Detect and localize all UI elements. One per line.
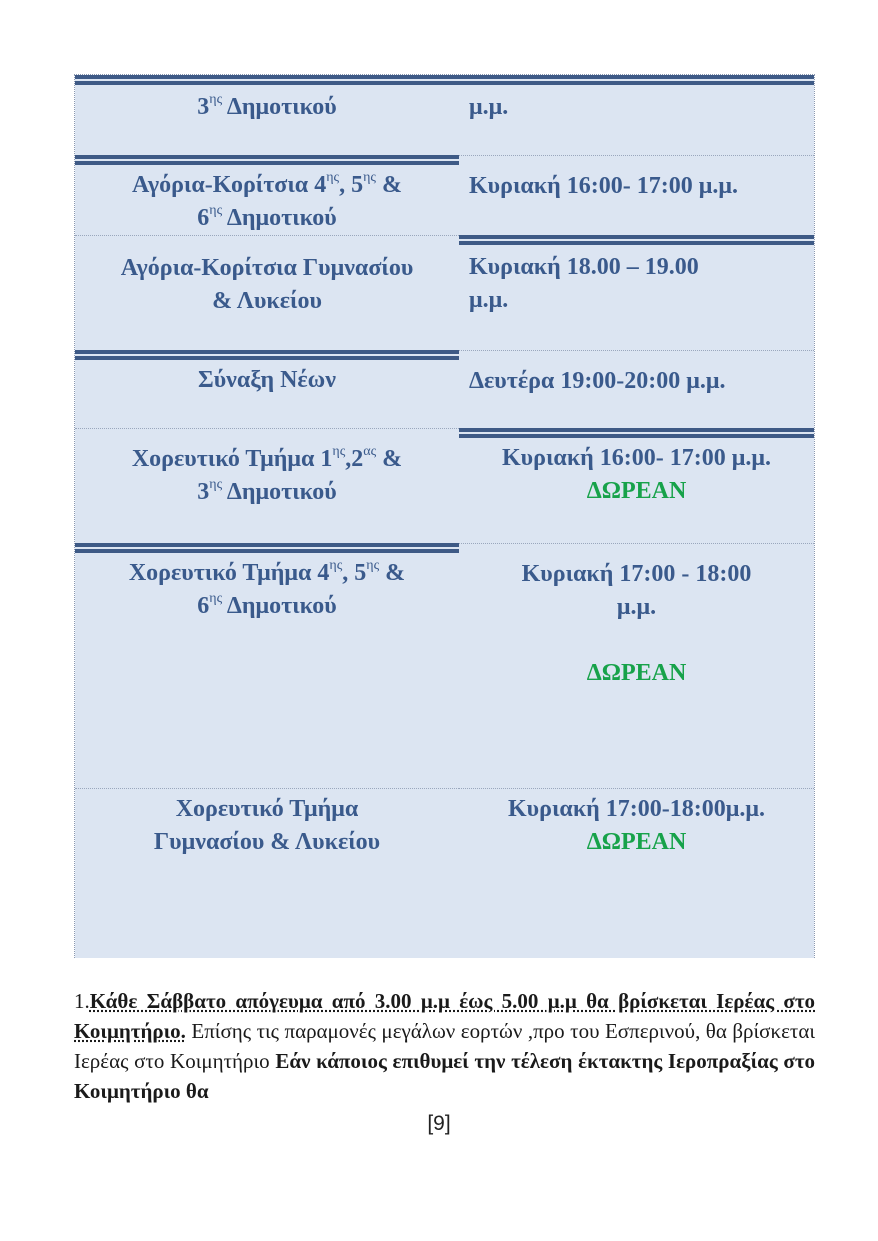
activity-text: 6 — [197, 593, 210, 619]
activity-text: Σύναξη Νέων — [198, 367, 336, 393]
page-number: [9] — [427, 1112, 451, 1135]
activity-cell-7 — [75, 788, 459, 958]
activity-text: Δημοτικού — [222, 205, 337, 231]
activity-cell-2 — [75, 155, 459, 235]
time-cell-7 — [459, 788, 814, 958]
activity-text: Δημοτικού — [222, 593, 337, 619]
ordinal-suffix: ης — [332, 444, 346, 459]
activity-cell-3 — [75, 235, 459, 350]
time-cell-3 — [459, 235, 814, 350]
activity-text: & — [375, 172, 402, 198]
ordinal-suffix: ης — [366, 558, 380, 573]
time-text: μ.μ. — [469, 287, 509, 313]
time-cell-4 — [459, 350, 814, 428]
time-text: Κυριακή 17:00-18:00μ.μ. — [508, 796, 765, 822]
activity-text: , 5 — [342, 560, 367, 586]
ordinal-suffix: ης — [209, 203, 223, 218]
activity-text: Δημοτικού — [222, 479, 337, 505]
cemetery-notice-paragraph — [74, 986, 815, 1106]
activity-cell-4 — [75, 350, 459, 428]
time-text: Κυριακή 17:00 - 18:00 — [521, 561, 752, 587]
activity-cell-5 — [75, 428, 459, 543]
time-text: μ.μ. — [616, 594, 657, 620]
activity-text: & Λυκείου — [212, 288, 322, 314]
notice-text: Επίσης τις παραμονές μεγάλων εορτών ,προ του Εσπερινού, θα βρίσκεται Ιερέας στο Κοιμητήριο — [74, 1019, 815, 1073]
time-text: Κυριακή 16:00- 17:00 μ.μ. — [469, 173, 738, 199]
activity-text: 3 — [197, 479, 210, 505]
time-cell-1 — [459, 75, 814, 155]
activity-text: 6 — [197, 205, 210, 231]
activity-cell-1 — [75, 75, 459, 155]
activity-text: Αγόρια-Κορίτσια Γυμνασίου — [120, 255, 414, 281]
activity-text: ,2 — [345, 446, 364, 472]
paragraph-number: 1. — [74, 989, 90, 1013]
activity-column — [75, 75, 459, 957]
notice-bold: Εάν κάποιος επιθυμεί την τέλεση έκτακτης Ιεροπραξίας στο Κοιμητήριο θα — [74, 1049, 815, 1103]
notice-emphasis: Κάθε Σάββατο απόγευμα από 3.00 μ.μ έως 5.00 μ.μ θα βρίσκεται Ιερέας στο Κοιμητήριο. — [74, 989, 815, 1043]
free-label: ΔΩΡΕΑΝ — [586, 829, 687, 855]
activity-text: Αγόρια-Κορίτσια 4 — [132, 172, 327, 198]
ordinal-suffix: ης — [209, 92, 223, 107]
ordinal-suffix: ας — [363, 444, 377, 459]
schedule-table — [74, 74, 815, 958]
activity-text: Δημοτικού — [222, 94, 337, 120]
free-label: ΔΩΡΕΑΝ — [586, 660, 687, 686]
time-text: Κυριακή 18.00 – 19.00 — [469, 254, 699, 280]
ordinal-suffix: ης — [326, 170, 340, 185]
time-cell-5 — [459, 428, 814, 543]
activity-text: 3 — [197, 94, 210, 120]
activity-text: & — [376, 446, 403, 472]
activity-text: Χορευτικό Τμήμα 4 — [128, 560, 330, 586]
time-text: Δευτέρα 19:00-20:00 μ.μ. — [469, 368, 726, 394]
ordinal-suffix: ης — [329, 558, 343, 573]
activity-text: , 5 — [339, 172, 364, 198]
ordinal-suffix: ης — [209, 591, 223, 606]
time-column — [459, 75, 814, 957]
activity-text: & — [379, 560, 406, 586]
time-cell-2 — [459, 155, 814, 235]
time-text: μ.μ. — [469, 94, 509, 120]
time-cell-6 — [459, 543, 814, 788]
ordinal-suffix: ης — [209, 477, 223, 492]
activity-cell-6 — [75, 543, 459, 788]
activity-text: Γυμνασίου & Λυκείου — [153, 829, 381, 855]
ordinal-suffix: ης — [363, 170, 376, 185]
free-label: ΔΩΡΕΑΝ — [586, 478, 687, 504]
activity-text: Χορευτικό Τμήμα — [175, 796, 359, 822]
activity-text: Χορευτικό Τμήμα 1 — [131, 446, 333, 472]
time-text: Κυριακή 16:00- 17:00 μ.μ. — [502, 445, 771, 471]
